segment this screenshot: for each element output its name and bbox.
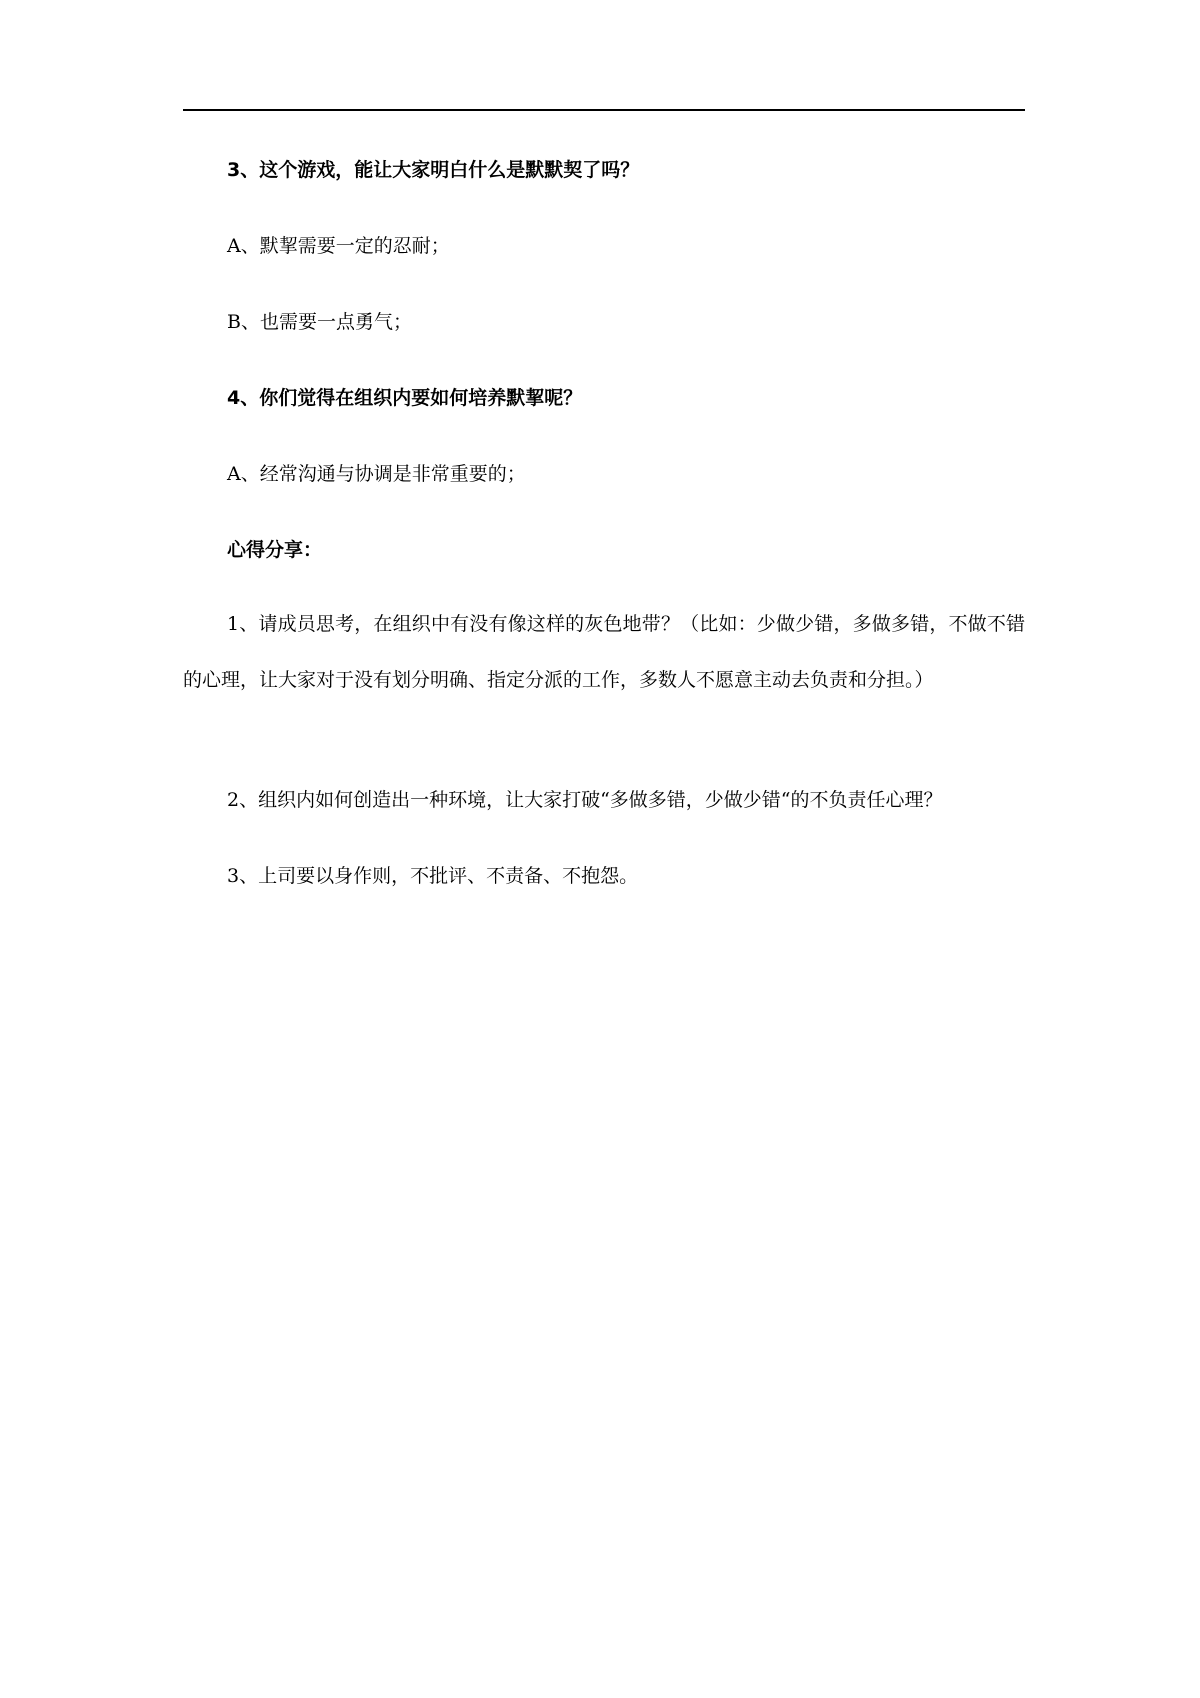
question-3-answer-a: A、默挈需要一定的忍耐； [227, 235, 450, 257]
question-4-answer-a: A、经常沟通与协调是非常重要的； [227, 463, 526, 485]
header-rule [183, 109, 1025, 111]
sharing-item-2: 2、组织内如何创造出一种环境，让大家打破“多做多错，少做少错“的不负责任心理？ [227, 789, 943, 811]
question-3-answer-b: B、也需要一点勇气； [227, 311, 412, 333]
sharing-item-1: 1、请成员思考，在组织中有没有像这样的灰色地带？（比如：少做少错，多做多错，不做不错的心理，让大家对于没有划分明确、指定分派的工作，多数人不愿意主动去负责和分担。） [183, 613, 1025, 691]
sharing-item-3: 3、上司要以身作则，不批评、不责备、不抱怨。 [227, 865, 639, 887]
question-3: 3、这个游戏，能让大家明白什么是默默契了吗？ [227, 159, 640, 181]
sharing-heading: 心得分享： [227, 539, 323, 561]
question-4: 4、你们觉得在组织内要如何培养默挈呢？ [227, 387, 583, 409]
